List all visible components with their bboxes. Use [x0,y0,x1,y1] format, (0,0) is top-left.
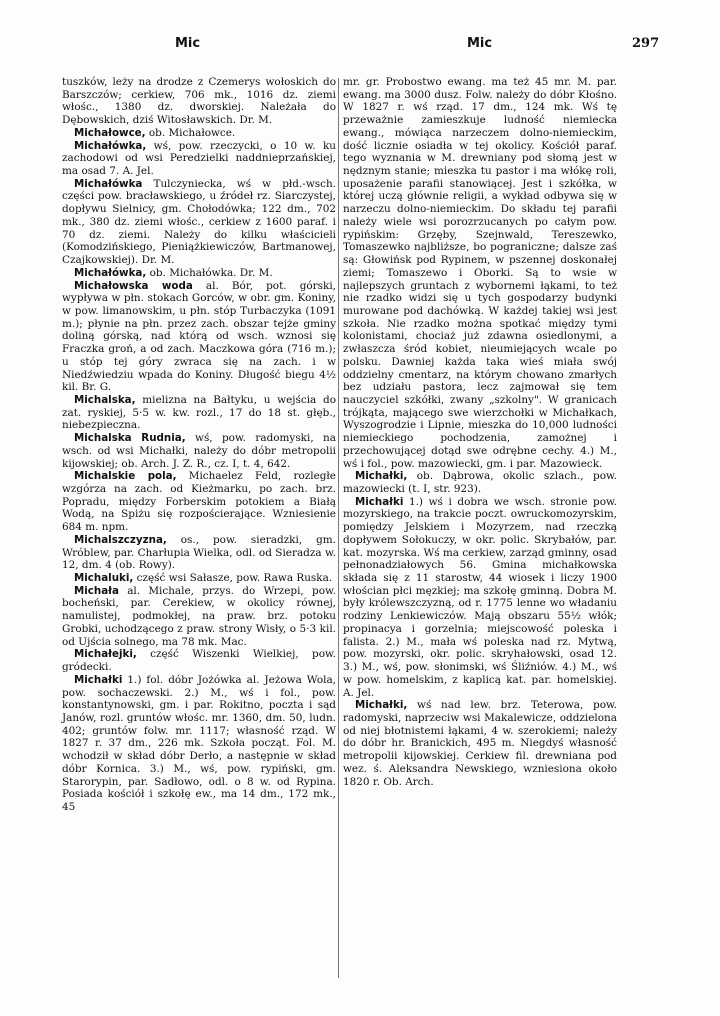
entry-text: tuszków, leży na drodze z Czemerys wołoskich do Barszczów; cerkiew, 706 mk., 1016 dz. ziemi włośc., 1380 dz. dworskiej. Należała do Dębowskich, dziś Witosławskich. Dr. M. [62,76,336,127]
dictionary-entry [62,648,336,673]
entry-text: mielizna na Bałtyku, u wejścia do zat. ryskiej, 5·5 w. kw. rozl., 17 do 18 st. głęb., niebezpieczna. [62,393,336,432]
entry-text: wś, pow. rzeczycki, o 10 w. ku zachodowi od wsi Peredzielki naddnieprzańskiej, ma osad 7. A. Jel. [62,139,336,178]
entry-headword: Michałki [74,673,123,686]
entry-text: wś nad lew. brz. Teterowa, pow. radomyski, naprzeciw wsi Makalewicze, oddzielona od niej błotnistemi łąkami, 4 w. szerokiemi; należy do dóbr hr. Branickich, 495 m. Niegdyś własność metropolii kijowskiej. Cerkiew fil. drewniana pod wez. ś. Aleksandra Newskiego, wzniesiona około 1820 r. Ob. Arch. [343,699,617,788]
dictionary-entry [62,127,336,140]
dictionary-entry [62,394,336,432]
entry-headword: Michałówka [74,177,143,190]
entry-text: 1.) fol. dóbr Jożówka al. Jeżowa Wola, pow. sochaczewski. 2.) M., wś i fol., pow. konstantynowski, gm. i par. Rokitno, poczta i sąd Janów, rozl. gruntów włośc. mr. 1360, dm. 50, ludn. 402; gruntów folw. mr. 1117; własność rząd. W 1827 r. 37 dm., 226 mk. Szkoła począt. Fol. M. wchodził w skład dóbr Derło, a następnie w skład dóbr Kornica. 3.) M., wś, pow. rypiński, gm. Starorypin, par. Sadłowo, odl. o 8 w. od Rypina. Posiada kościół i szkołę ew., ma 14 dm., 172 mk., 45 [62,673,336,813]
page-header [0,36,720,58]
entry-headword: Michałowce, [74,126,146,139]
entry-text: al. Michale, przys. do Wrzepi, pow. bocheński, par. Cerekiew, w okolicy równej, namulistej, podmokłej, na praw. brz. potoku Grobki, uchodzącego z praw. strony Wisły, o 5·3 kil. od Ujścia solnego, ma 78 mk. Mac. [62,584,336,648]
entry-headword: Michałówka, [74,266,147,279]
dictionary-entry [62,280,336,394]
entry-headword: Michaluki, [74,572,134,585]
entry-headword: Michalska Rudnia, [74,432,186,445]
dictionary-entry [62,674,336,814]
dictionary-entry [62,432,336,470]
dictionary-entry [343,76,617,470]
entry-text: mr. gr. Probostwo ewang. ma też 45 mr. M. par. ewang. ma 3000 dusz. Folw. należy do dóbr Kłośno. W 1827 r. wś rząd. 17 dm., 124 mk. Wś tę przeważnie zamieszkuje ludność niemiecka ewang., mówiąca narzeczem dolno-niemieckim, dość licznie osiadła w tej okolicy. Kościół paraf. tego wyznania w M. drewniany pod słomą jest w nędznym stanie; mieszka tu pastor i ma włókę roli, uposażenie parafii stanowiącej. Jest i szkółka, w której uczą głównie religii, a wykład odbywa się w narzeczu dolno-niemieckim. Do składu tej parafii należy wiele wsi porozrzucanych po całym pow. rypińskim: Grzęby, Szejnwald, Tereszewko, Tomaszewko najbliższe, bo pograniczne; dalsze zaś są: Głowińsk pod Rypinem, w pszennej doskonałej ziemi; Tomaszewo i Oborki. Są to wsie w najlepszych gruntach z wybornemi łąkami, to też nie rzadko widzi się u tych gospodarzy budynki murowane pod dachówką. W każdej takiej wsi jest szkoła. Nie rzadko można spotkać między tymi kolonistami, chociaż już zdawna osiedlonymi, a zwłaszcza śród kobiet, nieumiejących wcale po polsku. Dawniej każda taka wieś miała swój oddzielny cmentarz, na którym chowano zmarłych bez udziału pastora, lecz zajmował się tem nauczyciel szkółki, zwany „szkolny". W granicach trójkąta, mającego swe wierzchołki w Michałkach, Wyszogrodzie i Lipnie, mieszka do 10,000 ludności niemieckiego pochodzenia, zamożnej i przechowującej dotąd swe odrębne cechy. 4.) M., wś i fol., pow. mazowiecki, gm. i par. Mazowieck. [343,76,617,470]
entry-text: os., pow. sieradzki, gm. Wróblew, par. Charłupia Wielka, odl. od Sieradza w. 12, dm. 4 (ob. Rowy). [62,533,336,572]
right-column [343,76,617,788]
entry-headword: Michalskie pola, [74,470,177,483]
running-head-right: Mic [467,36,493,51]
dictionary-entry [62,76,336,127]
entry-text: wś, pow. radomyski, na wsch. od wsi Michałki, należy do dóbr metropolii kijowskiej; ob. Arch. J. Z. R., cz. I, t. 4, 642. [62,432,336,470]
page-number: 297 [632,36,660,51]
entry-text: al. Bór, pot. górski, wypływa w płn. stokach Gorców, w obr. gm. Koniny, w pow. limanowskim, u płn. stóp Turbaczyka (1091 m.); płynie na płn. przez zach. obszar tejże gminy doliną górską, nad którą od wsch. wznosi się Fraczka groń, a od zach. Maczkowa góra (716 m.); u stóp tej góry zwraca się na zach. i w Niedźwiedziu wpada do Koniny. Długość biegu 4½ kil. Br. G. [62,279,336,394]
entry-headword: Michałowska woda [74,279,193,292]
column-divider [338,78,339,978]
entry-headword: Michałejki, [74,648,137,661]
dictionary-entry [343,699,617,788]
dictionary-entry [62,572,336,585]
entry-text: Tulczyniecka, wś w płd.-wsch. części pow. bracławskiego, u źródeł rz. Siarczystej, dopływu Sielnicy, gm. Chołodówka; 122 dm., 702 mk., 380 dz. ziemi włośc., cerkiew z 1600 paraf. i 70 dz. ziemi. Należy do kilku właścicieli (Komodzińskiego, Pieniążkiewiczów, Bartmanowej, Czajkowskiej). Dr. M. [62,177,336,267]
dictionary-entry [62,470,336,534]
entry-text: ob. Dąbrowa, okolic szlach., pow. mazowiecki (t. I, str. 923). [343,470,617,495]
dictionary-entry [343,470,617,495]
entry-headword: Michalska, [74,393,136,406]
entry-text: 1.) wś i dobra we wsch. stronie pow. mozyrskiego, na trakcie poczt. owruckomozyrskim, pomiędzy Jelskiem i Mozyrzem, nad rzeczką dopływem Sołokuczy, w okr. polic. Skrybałów, par. kat. mozyrska. Wś ma cerkiew, zarząd gminny, osad pełnonadziałowych 56. Gmina michałkowska składa się z 11 starostw, 44 wiosek i liczy 1900 włościan płci męzkiej; ma szkołę gminną. Dobra M. były królewszczyzną, od r. 1775 lenne wo władaniu rodziny Lenkiewiczów. Mają obszaru 55½ włók; propinacya i gorzelnia; miejscowość poleska i falista. 2.) M., mała wś poleska nad rz. Mytwą, pow. mozyrski, okr. polic. skryhałowski, osad 12. 3.) M., wś, pow. słonimski, wś Śliźniów. 4.) M., wś w pow. homelskim, z kaplicą kat. par. homelskiej. A. Jel. [343,495,617,699]
running-head-left: Mic [175,36,201,51]
entry-headword: Michalszczyzna, [74,533,167,546]
entry-headword: Michała [74,584,119,597]
dictionary-entry [343,496,617,700]
entry-headword: Michałki [355,495,404,508]
left-column [62,76,336,814]
dictionary-entry [62,140,336,178]
entry-headword: Michałki, [355,470,408,483]
entry-text: część Wiszenki Wielkiej, pow. gródecki. [62,648,336,674]
entry-text: ob. Michałówka. Dr. M. [146,266,273,279]
entry-headword: Michałówka, [74,139,147,152]
entry-text: Michaelez Feld, rozległe wzgórza na zach. od Kieżmarku, po zach. brz. Popradu, między Forberskim potokiem a Białą Wodą, na Spiżu się rozpościerające. Wzniesienie 684 m. npm. [62,470,336,534]
dictionary-entry [62,534,336,572]
dictionary-entry [62,267,336,280]
dictionary-entry [62,178,336,267]
entry-text: część wsi Sałasze, pow. Rawa Ruska. [133,572,333,585]
dictionary-entry [62,585,336,649]
entry-text: ob. Michałowce. [145,126,236,139]
entry-headword: Michałki, [355,699,408,712]
